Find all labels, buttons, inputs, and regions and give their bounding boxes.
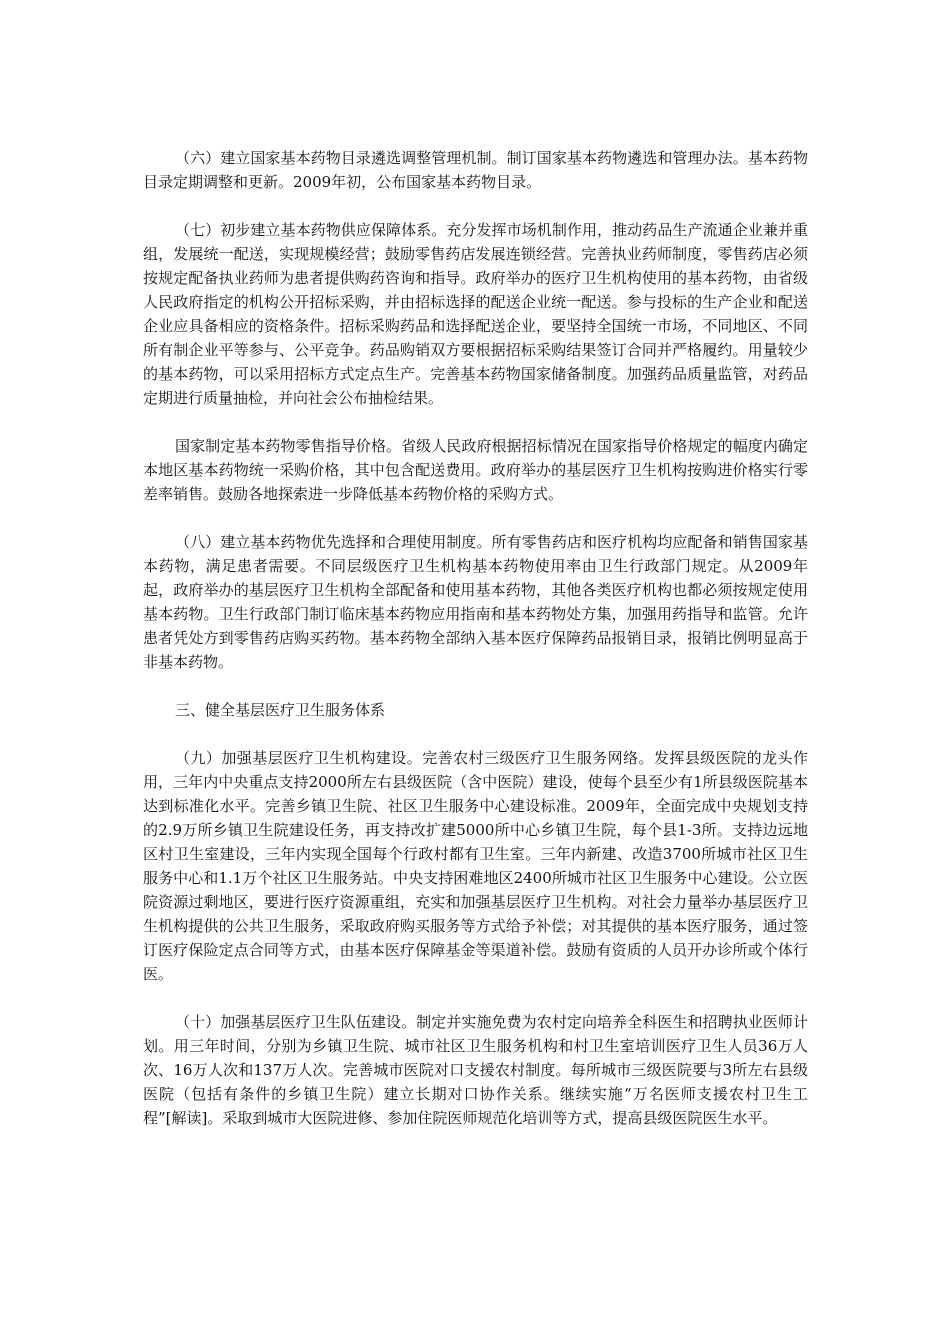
section-heading: 三、健全基层医疗卫生服务体系 bbox=[175, 701, 386, 719]
document-body bbox=[143, 146, 808, 1154]
paragraph-9: （九）加强基层医疗卫生机构建设。完善农村三级医疗卫生服务网络。发挥县级医院的龙头作用，三年内中央重点支持2000所左右县级医院（含中医院）建设，使每个县至少有1所县级医院基本达到标准化水平。完善乡镇卫生院、社区卫生服务中心建设标准。2009年，全面完成中央规划支持的2.9万所乡镇卫生院建设任务，再支持改扩建5000所中心乡镇卫生院，每个县1-3所。支持边远地区村卫生室建设，三年内实现全国每个行政村都有卫生室。三年内新建、改造3700所城市社区卫生服务中心和1.1万个社区卫生服务站。中央支持困难地区2400所城市社区卫生服务中心建设。公立医院资源过剩地区，要进行医疗资源重组，充实和加强基层医疗卫生机构。对社会力量举办基层医疗卫生机构提供的公共卫生服务，采取政府购买服务等方式给予补偿；对其提供的基本医疗服务，通过签订医疗保险定点合同等方式，由基本医疗保障基金等渠道补偿。鼓励有资质的人员开办诊所或个体行医。 bbox=[143, 749, 808, 983]
paragraph-price: 国家制定基本药物零售指导价格。省级人民政府根据招标情况在国家指导价格规定的幅度内确定本地区基本药物统一采购价格，其中包含配送费用。政府举办的基层医疗卫生机构按购进价格实行零差率销售。鼓励各地探索进一步降低基本药物价格的采购方式。 bbox=[143, 437, 808, 503]
paragraph-6: （六）建立国家基本药物目录遴选调整管理机制。制订国家基本药物遴选和管理办法。基本药物目录定期调整和更新。2009年初，公布国家基本药物目录。 bbox=[143, 149, 808, 191]
paragraph-7: （七）初步建立基本药物供应保障体系。充分发挥市场机制作用，推动药品生产流通企业兼并重组，发展统一配送，实现规模经营；鼓励零售药店发展连锁经营。完善执业药师制度，零售药店必须按规定配备执业药师为患者提供购药咨询和指导。政府举办的医疗卫生机构使用的基本药物，由省级人民政府指定的机构公开招标采购，并由招标选择的配送企业统一配送。参与投标的生产企业和配送企业应具备相应的资格条件。招标采购药品和选择配送企业，要坚持全国统一市场，不同地区、不同所有制企业平等参与、公平竞争。药品购销双方要根据招标采购结果签订合同并严格履约。用量较少的基本药物，可以采用招标方式定点生产。完善基本药物国家储备制度。加强药品质量监管，对药品定期进行质量抽检，并向社会公布抽检结果。 bbox=[143, 221, 808, 407]
paragraph-10: （十）加强基层医疗卫生队伍建设。制定并实施免费为农村定向培养全科医生和招聘执业医师计划。用三年时间，分别为乡镇卫生院、城市社区卫生服务机构和村卫生室培训医疗卫生人员36万人次、16万人次和137万人次。完善城市医院对口支援农村制度。每所城市三级医院要与3所左右县级医院（包括有条件的乡镇卫生院）建立长期对口协作关系。继续实施“万名医师支援农村卫生工程”[解读]。采取到城市大医院进修、参加住院医师规范化培训等方式，提高县级医院医生水平。 bbox=[143, 1013, 808, 1127]
paragraph-8: （八）建立基本药物优先选择和合理使用制度。所有零售药店和医疗机构均应配备和销售国家基本药物，满足患者需要。不同层级医疗卫生机构基本药物使用率由卫生行政部门规定。从2009年起，政府举办的基层医疗卫生机构全部配备和使用基本药物，其他各类医疗机构也都必须按规定使用基本药物。卫生行政部门制订临床基本药物应用指南和基本药物处方集，加强用药指导和监管。允许患者凭处方到零售药店购买药物。基本药物全部纳入基本医疗保障药品报销目录，报销比例明显高于非基本药物。 bbox=[143, 533, 808, 671]
